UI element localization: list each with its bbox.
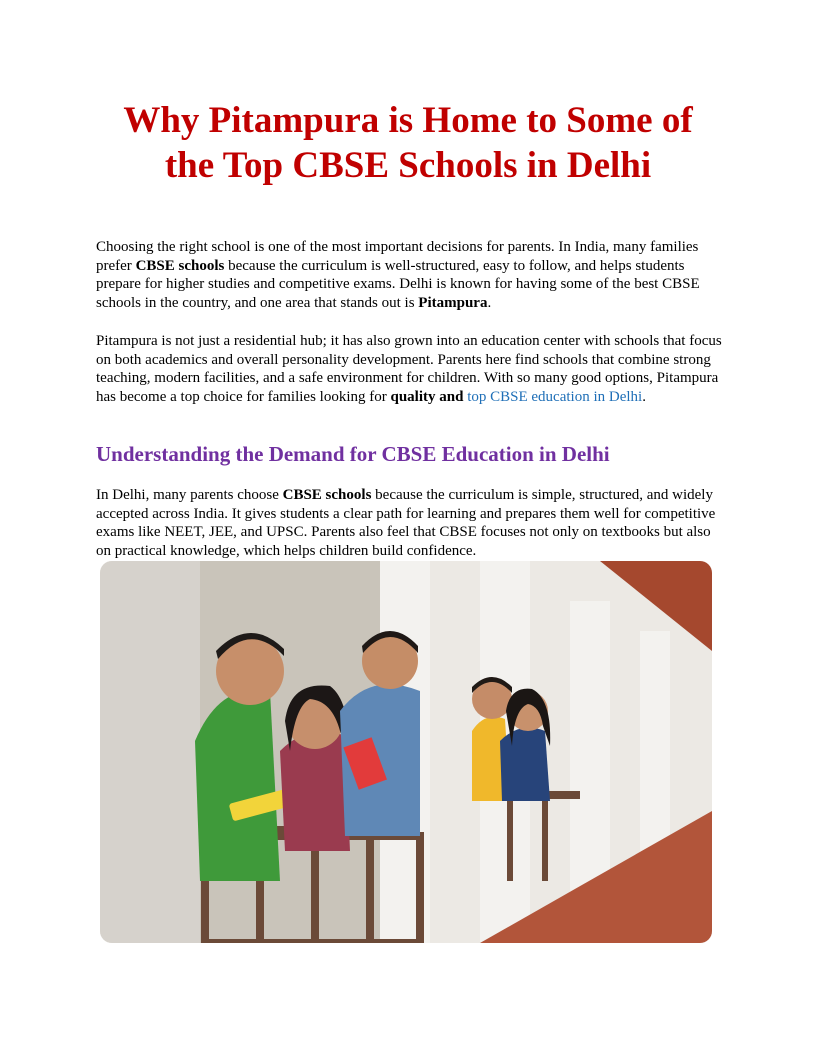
pitampura-paragraph	[96, 332, 724, 406]
student-5-top	[500, 728, 550, 801]
pitampura-text-1: Pitampura is not just a residential hub; it has also grown into an education center with schools that focus on both academics and overall personality development. Parents here find schools that combine strong teaching, modern facilities, and a safe environment for children. With so many good options, Pitampura has become a top choice for families looking for	[96, 333, 722, 405]
cbse-education-link[interactable]: top CBSE education in Delhi	[467, 388, 643, 405]
pitampura-text-2: .	[642, 388, 646, 405]
left-wall	[100, 561, 200, 943]
intro-bold-cbse-schools: CBSE schools	[135, 257, 225, 274]
students-photo	[100, 561, 712, 943]
intro-text-2: because the curriculum is well-structured, easy to follow, and helps students prepare for higher studies and competitive exams. Delhi is known for having some of the best CBSE schools in the country, and one area that stands out is	[96, 257, 700, 311]
page-title	[96, 98, 720, 188]
section-heading: Understanding the Demand for CBSE Education in Delhi	[96, 442, 610, 466]
demand-text-1: In Delhi, many parents choose	[96, 487, 283, 503]
demand-paragraph	[96, 486, 724, 560]
intro-bold-pitampura: Pitampura	[418, 294, 488, 311]
intro-text-1: Choosing the right school is one of the most important decisions for parents. In India, many families prefer	[96, 239, 699, 274]
intro-paragraph	[96, 238, 724, 312]
students-illustration	[100, 561, 712, 943]
demand-text-2: because the curriculum is simple, structured, and widely accepted across India. It gives students a clear path for learning and prepares them well for competitive exams like NEET, JEE, and UPSC. Parents also feel that CBSE focuses not only on textbooks but also on practical knowledge, which helps children build confidence.	[96, 487, 716, 559]
pitampura-bold-quality: quality and	[390, 388, 464, 405]
page-title-line-1: Why Pitampura is Home to Some of	[123, 100, 693, 141]
demand-bold-cbse-schools: CBSE schools	[282, 487, 372, 503]
page-title-line-2: the Top CBSE Schools in Delhi	[164, 145, 652, 186]
student-1-jacket	[195, 690, 280, 881]
intro-text-3: .	[487, 294, 492, 311]
